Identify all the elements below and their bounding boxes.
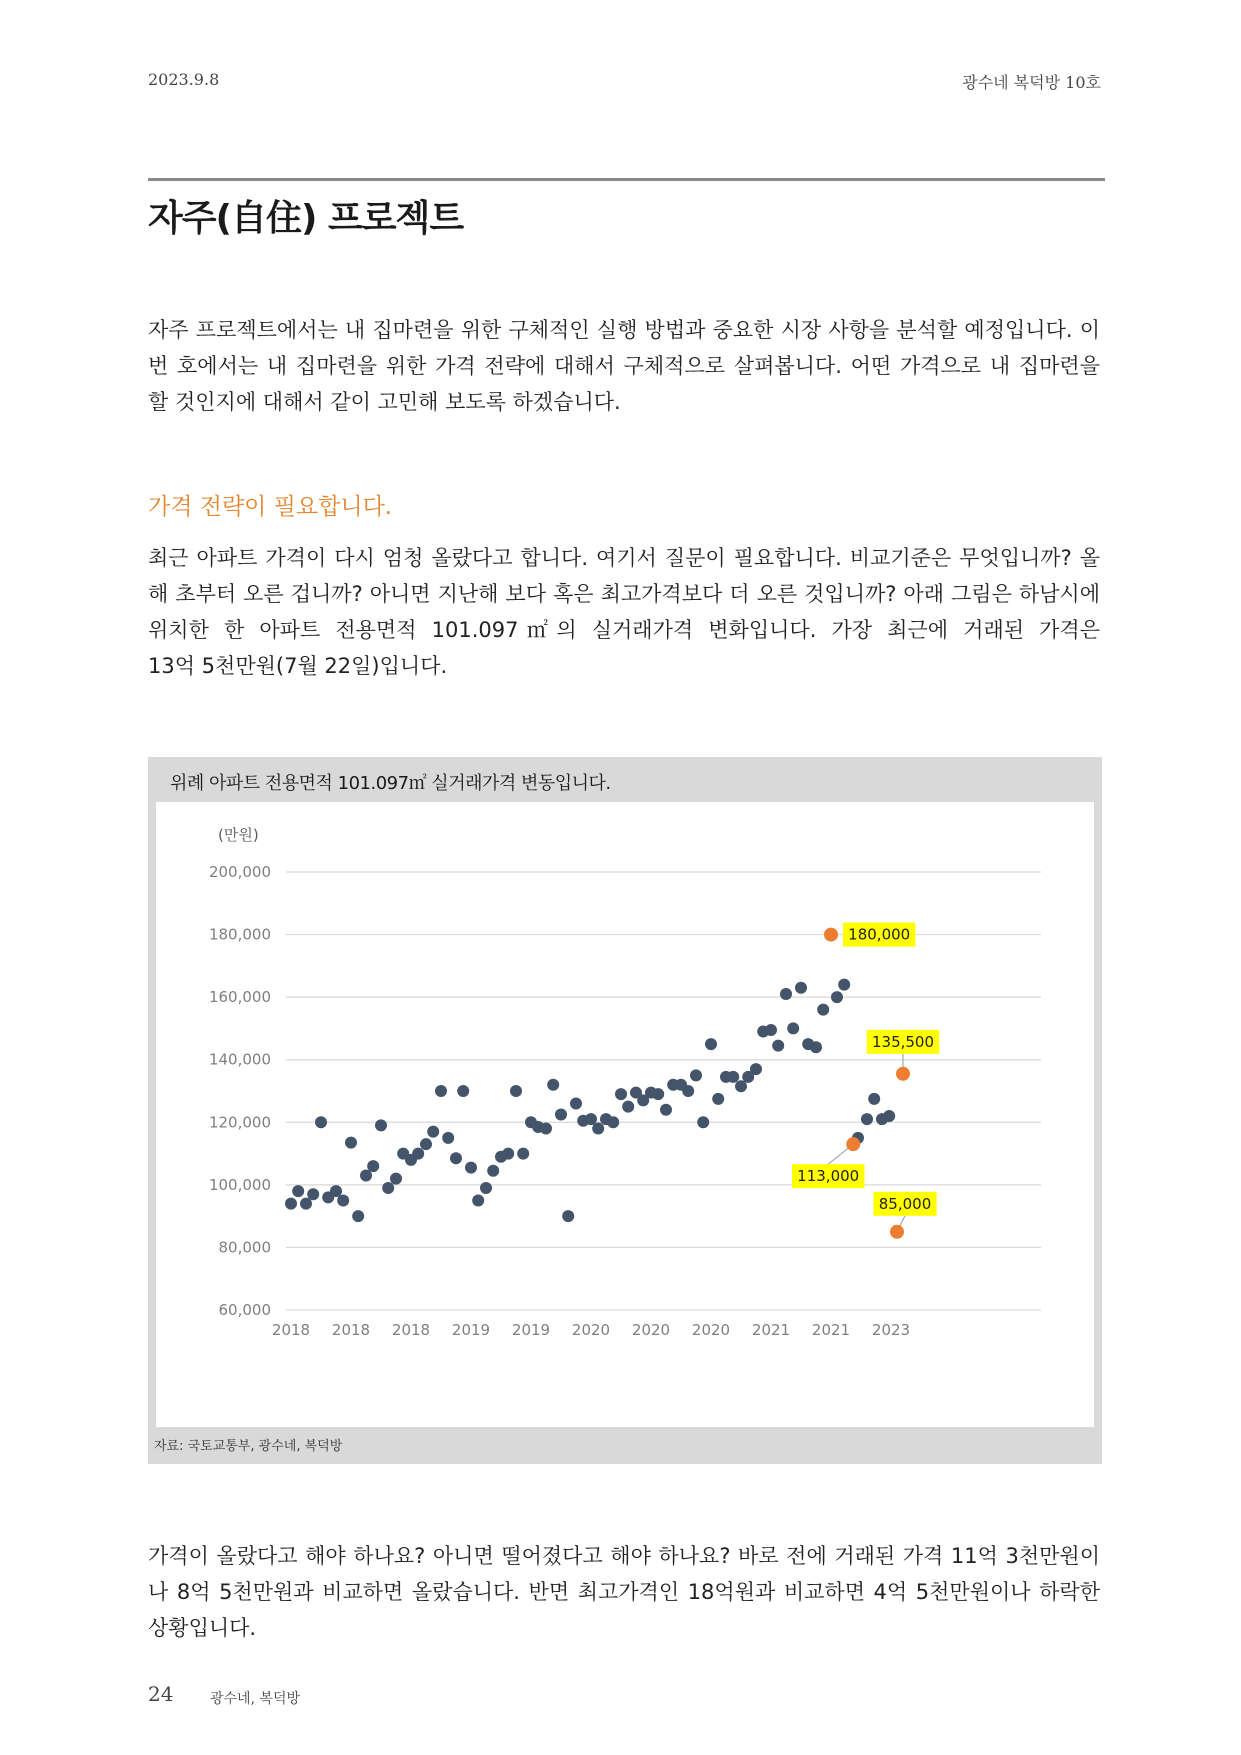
y-tick-label: 120,000 [208, 1113, 271, 1132]
data-point [292, 1185, 304, 1197]
data-point [622, 1101, 634, 1113]
data-point [285, 1198, 297, 1210]
x-tick-label: 2020 [631, 1321, 671, 1339]
y-tick-label: 60,000 [218, 1301, 271, 1319]
data-point [810, 1041, 822, 1053]
data-point [307, 1188, 319, 1200]
data-point [750, 1063, 762, 1075]
data-point [510, 1085, 522, 1097]
figure-title: 위례 아파트 전용면적 101.097㎡ 실거래가격 변동입니다. [170, 773, 611, 794]
data-point [345, 1137, 357, 1149]
data-point [555, 1108, 567, 1120]
data-point [817, 1004, 829, 1016]
data-point [697, 1116, 709, 1128]
data-point [517, 1148, 529, 1160]
x-tick-label: 2018 [391, 1321, 431, 1339]
highlight-point [824, 928, 838, 942]
data-point [660, 1104, 672, 1116]
body-paragraph [148, 540, 1100, 684]
data-point [540, 1123, 552, 1135]
x-tick-label: 2021 [751, 1321, 791, 1339]
data-point [472, 1195, 484, 1207]
data-point [547, 1079, 559, 1091]
subheading: 가격 전략이 필요합니다. [148, 494, 393, 520]
data-point [442, 1132, 454, 1144]
callout-label: 135,500 [871, 1032, 935, 1051]
data-point [382, 1182, 394, 1194]
callout-label: 113,000 [797, 1167, 860, 1186]
data-point [787, 1022, 799, 1034]
data-point [465, 1162, 477, 1174]
data-point [705, 1038, 717, 1050]
data-point [562, 1210, 574, 1222]
body-paragraph-last-line: 13억 5천만원(7월 22일)입니다. [148, 654, 448, 678]
data-point [375, 1119, 387, 1131]
y-tick-label: 100,000 [208, 1175, 271, 1194]
x-tick-label: 2019 [451, 1321, 491, 1339]
data-point [652, 1088, 664, 1100]
closing-paragraph: 가격이 올랐다고 해야 하나요? 아니면 떨어졌다고 해야 하나요? 바로 전에 거래된 가격 11억 3천만원이나 8억 5천만원과 비교하면 올랐습니다. 반면 최고가격인 18억원과 비교하면 4억 5천만원이나 하락한 상황입니다. [148, 1544, 1100, 1640]
data-point [427, 1126, 439, 1138]
chart-panel [156, 802, 1094, 1427]
data-point [450, 1152, 462, 1164]
x-tick-label: 2018 [331, 1321, 371, 1339]
callout-label: 85,000 [878, 1194, 932, 1213]
data-point [435, 1085, 447, 1097]
x-tick-label: 2020 [571, 1321, 611, 1339]
y-tick-label: 160,000 [208, 988, 271, 1007]
data-point [831, 991, 843, 1003]
highlight-point [846, 1137, 860, 1151]
x-tick-label: 2019 [511, 1321, 551, 1339]
figure-box [148, 757, 1102, 1464]
header-issue: 광수네 복덕방 10호 [962, 73, 1101, 92]
data-point [780, 988, 792, 1000]
data-point [727, 1071, 739, 1083]
data-point [682, 1085, 694, 1097]
body-paragraph-text: 최근 아파트 가격이 다시 엄청 올랐다고 합니다. 여기서 질문이 필요합니다. 비교기준은 무엇입니까? 올해 초부터 오른 겁니까? 아니면 지난해 보다 혹은 최고가격보다 더 오른 것입니까? 아래 그림은 하남시에 위치한 한 아파트 전용면적 101.097㎡의 실거래가격 변화입니다. 가장 최근에 거래된 가격은 [148, 546, 1101, 642]
data-point [861, 1113, 873, 1125]
page-number: 24 [148, 1682, 174, 1706]
footer-publication: 광수네, 복덕방 [210, 1691, 301, 1707]
y-tick-label: 140,000 [208, 1050, 271, 1069]
data-point [502, 1148, 514, 1160]
header-divider [148, 178, 1105, 181]
y-axis-unit-label: (만원) [218, 826, 259, 844]
data-point [615, 1088, 627, 1100]
intro-paragraph: 자주 프로젝트에서는 내 집마련을 위한 구체적인 실행 방법과 중요한 시장 사항을 분석할 예정입니다. 이번 호에서는 내 집마련을 위한 가격 전략에 대해서 구체적으로 살펴봅니다. 어떤 가격으로 내 집마련을 할 것인지에 대해서 같이 고민해 보도록 하겠습니다. [148, 318, 1100, 414]
data-point [390, 1173, 402, 1185]
data-point [420, 1138, 432, 1150]
x-tick-label: 2018 [271, 1321, 311, 1339]
data-point [487, 1165, 499, 1177]
data-point [570, 1098, 582, 1110]
price-scatter-chart [156, 802, 1094, 1427]
data-point [690, 1069, 702, 1081]
header-date: 2023.9.8 [148, 70, 220, 89]
data-point [367, 1160, 379, 1172]
y-tick-label: 80,000 [218, 1238, 271, 1257]
data-point [337, 1195, 349, 1207]
data-point [765, 1024, 777, 1036]
data-point [592, 1123, 604, 1135]
data-point [772, 1040, 784, 1052]
x-tick-label: 2023 [871, 1321, 911, 1339]
data-point [838, 979, 850, 991]
data-point [315, 1116, 327, 1128]
callout-label: 180,000 [848, 925, 911, 944]
y-tick-label: 200,000 [208, 863, 271, 881]
y-tick-label: 180,000 [208, 925, 271, 944]
highlight-point [896, 1067, 910, 1081]
data-point [883, 1110, 895, 1122]
figure-source: 자료: 국토교통부, 광수네, 복덕방 [154, 1439, 343, 1454]
data-point [412, 1148, 424, 1160]
x-tick-label: 2021 [811, 1321, 851, 1339]
data-point [457, 1085, 469, 1097]
data-point [480, 1182, 492, 1194]
data-point [712, 1093, 724, 1105]
x-tick-label: 2020 [691, 1321, 731, 1339]
data-point [352, 1210, 364, 1222]
section-title: 자주(自住) 프로젝트 [148, 198, 464, 239]
data-point [868, 1093, 880, 1105]
data-point [795, 982, 807, 994]
data-point [607, 1116, 619, 1128]
highlight-point [890, 1225, 904, 1239]
